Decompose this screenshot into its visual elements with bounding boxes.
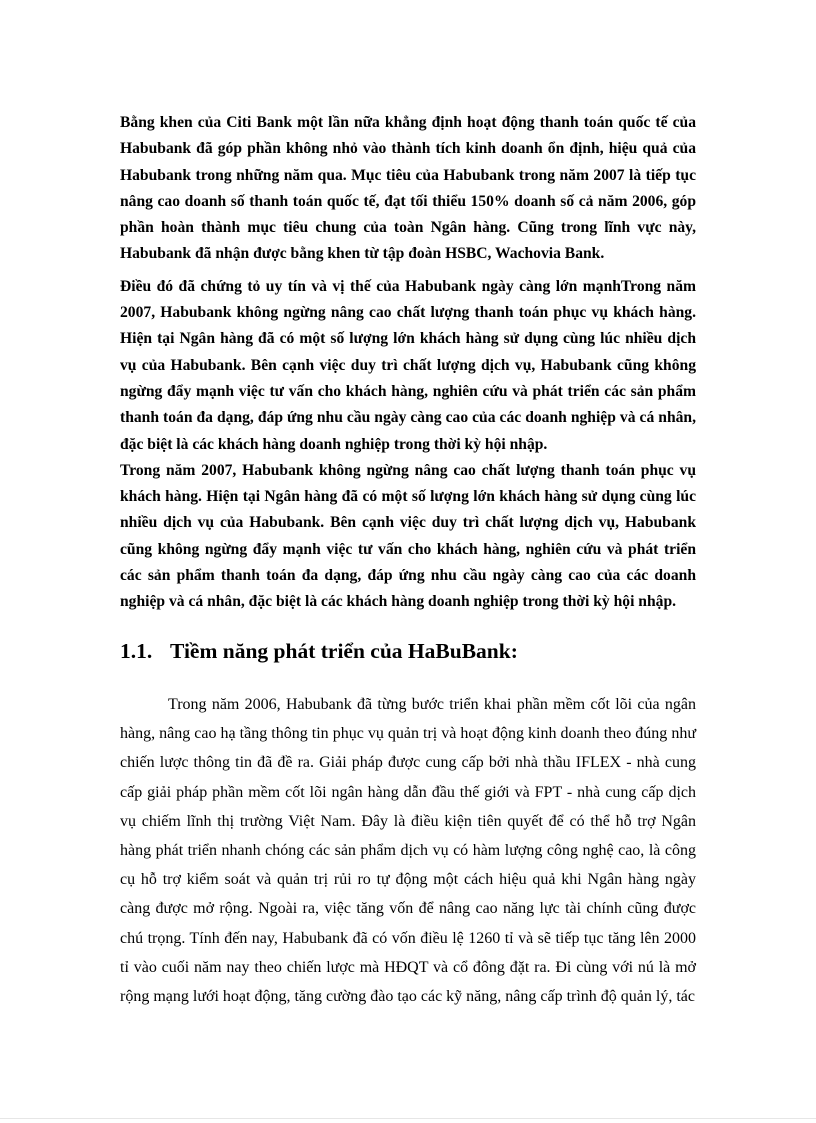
document-body-top [120, 110, 696, 616]
paragraph-habubank-prestige: Điều đó đã chứng tỏ uy tín và vị thế của Habubank ngày càng lớn mạnhTrong năm 2007, Habubank không ngừng nâng cao chất lượng thanh toán phục vụ khách hàng. Hiện tại Ngân hàng đã có một số lượng lớn khách hàng sử dụng cùng lúc nhiều dịch vụ của Habubank. Bên cạnh việc duy trì chất lượng dịch vụ, Habubank cũng không ngừng đẩy mạnh việc tư vấn cho khách hàng, nghiên cứu và phát triển các sản phẩm thanh toán đa dạng, đáp ứng nhu cầu ngày càng cao của các doanh nghiệp và cá nhân, đặc biệt là các khách hàng doanh nghiệp trong thời kỳ hội nhập. [120, 277, 696, 453]
page-bottom-divider [0, 1118, 816, 1119]
paragraph-habubank-2007: Trong năm 2007, Habubank không ngừng nâng cao chất lượng thanh toán phục vụ khách hàng. Hiện tại Ngân hàng đã có một số lượng lớn khách hàng sử dụng cùng lúc nhiều dịch vụ của Habubank. Bên cạnh việc duy trì chất lượng dịch vụ, Habubank cũng không ngừng đẩy mạnh việc tư vấn cho khách hàng, nghiên cứu và phát triển các sản phẩm thanh toán đa dạng, đáp ứng nhu cầu ngày càng cao của các doanh nghiệp và cá nhân, đặc biệt là các khách hàng doanh nghiệp trong thời kỳ hội nhập. [120, 461, 696, 611]
section-number: 1.1. [120, 639, 153, 663]
section-title: Tiềm năng phát triển của HaBuBank: [170, 639, 518, 663]
section-heading [120, 636, 696, 666]
paragraph-development-potential: Trong năm 2006, Habubank đã từng bước triển khai phần mềm cốt lõi của ngân hàng, nâng cao hạ tầng thông tin phục vụ quản trị và hoạt động kinh doanh theo đúng như chiến lược thông tin đã đề ra. Giải pháp được cung cấp bởi nhà thầu IFLEX - nhà cung cấp giải pháp phần mềm cốt lõi ngân hàng dẫn đầu thế giới và FPT - nhà cung cấp dịch vụ chiếm lĩnh thị trường Việt Nam. Đây là điều kiện tiên quyết để có thể hỗ trợ Ngân hàng phát triển nhanh chóng các sản phẩm dịch vụ có hàm lượng công nghệ cao, là công cụ hỗ trợ kiểm soát và quản trị rủi ro tự động một cách hiệu quả khi Ngân hàng ngày càng được mở rộng. Ngoài ra, việc tăng vốn để nâng cao năng lực tài chính cũng được chú trọng. Tính đến nay, Habubank đã có vốn điều lệ 1260 tỉ và sẽ tiếp tục tăng lên 2000 tỉ vào cuối năm nay theo chiến lược mà HĐQT và cổ đông đặt ra. Đi cùng với nú là mở rộng mạng lưới hoạt động, tăng cường đào tạo các kỹ năng, nâng cấp trình độ quản lý, tác [120, 696, 696, 1006]
paragraph-citibank-award: Bằng khen của Citi Bank một lần nữa khẳng định hoạt động thanh toán quốc tế của Habubank đã góp phần không nhỏ vào thành tích kinh doanh ổn định, hiệu quả của Habubank trong những năm qua. Mục tiêu của Habubank trong năm 2007 là tiếp tục nâng cao doanh số thanh toán quốc tế, đạt tối thiểu 150% doanh số cả năm 2006, góp phần hoàn thành mục tiêu chung của toàn Ngân hàng. Cũng trong lĩnh vực này, Habubank đã nhận được bằng khen từ tập đoàn HSBC, Wachovia Bank. [120, 114, 696, 263]
